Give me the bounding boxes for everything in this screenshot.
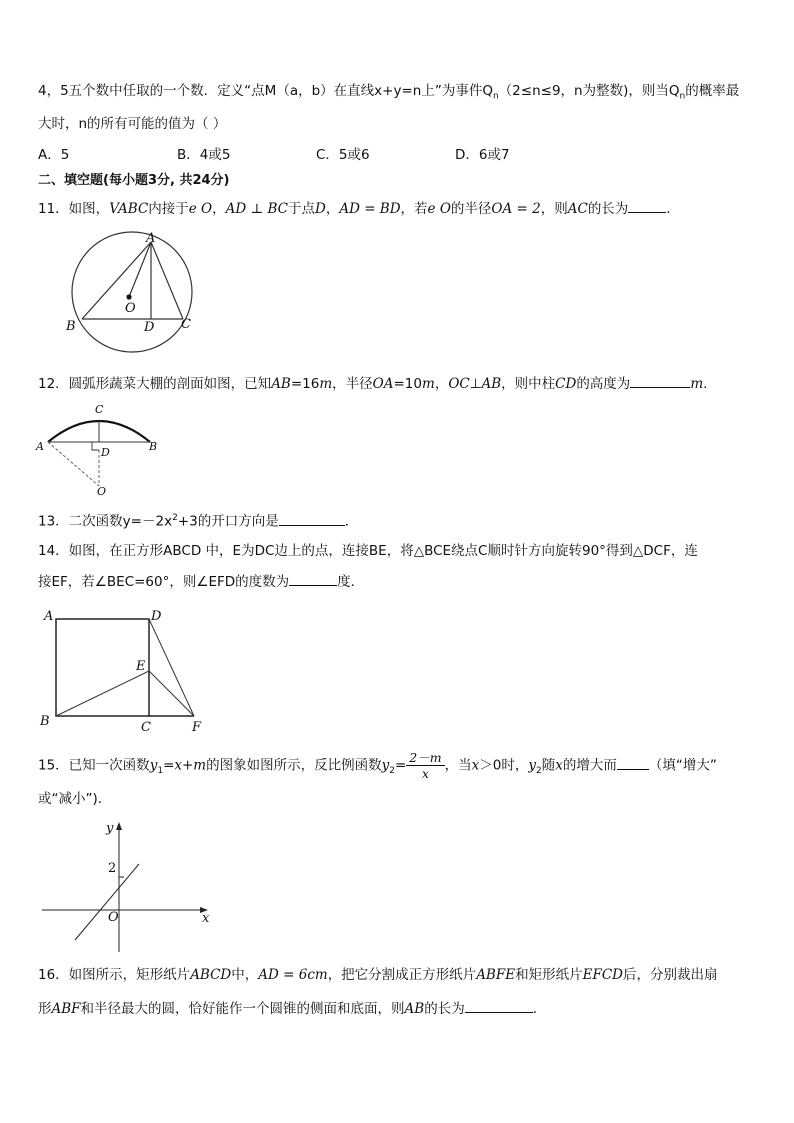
q16-ad: AD = 6cm: [258, 967, 328, 983]
q15-g: 随: [541, 757, 556, 774]
q11-cond3: OA = 2: [491, 201, 541, 217]
q11-g: 的半径: [450, 201, 492, 217]
q11-j: ．: [666, 201, 680, 217]
q11-label-o: O: [125, 301, 136, 316]
q12-c: ，: [434, 376, 449, 392]
q16-g: 和半径最大的圆，恰好能作一个圆锥的侧面和底面，则: [80, 1001, 405, 1017]
q12-seg-ao: [48, 442, 99, 486]
q15-expr: x+m: [174, 757, 207, 774]
q15-y1: y: [149, 757, 158, 774]
q11-f: ，若: [400, 201, 428, 217]
q15-frac-num: 2－m: [406, 750, 444, 766]
q15-answer-blank[interactable]: [617, 755, 649, 770]
q11-label-a: A: [146, 231, 156, 246]
q16-i: .: [532, 1001, 538, 1017]
q10-option-d[interactable]: D．6或7: [455, 147, 510, 163]
q13-b: +3的开口方向是: [177, 513, 279, 530]
q12-perp: ⊥: [469, 376, 482, 392]
q16-f: 形: [38, 1001, 52, 1017]
q14-label-c: C: [141, 720, 151, 735]
q10-text-b: （2≤n≤9，n为整数)，则当Q: [498, 83, 680, 99]
q15-y2-sub: 2: [389, 766, 395, 777]
q14-label-e: E: [136, 659, 146, 674]
q12-right-angle: [92, 442, 99, 450]
q15-e: ，当: [444, 757, 472, 774]
q15-fraction: [406, 750, 444, 781]
q10-option-a[interactable]: A．5: [38, 147, 70, 163]
q11-circle2: e O: [427, 201, 451, 217]
q10-text-c: 的概率最: [685, 83, 740, 99]
q16-d: 和矩形纸片: [515, 967, 583, 983]
q12-oa-val: =10: [393, 376, 422, 392]
q16-efcd: EFCD: [582, 967, 623, 983]
q12-label-b: B: [149, 440, 158, 453]
q11-d: 于点: [288, 201, 315, 217]
q14-figure: [36, 604, 212, 736]
q11-i: 的长为: [587, 201, 629, 217]
q11-cond2: AD = BD: [339, 201, 401, 217]
q15-y2b-sub: 2: [535, 766, 542, 777]
q10-text-a: 4，5五个数中任取的一个数．定义“点M（a，b）在直线x+y=n上”为事件Q: [38, 83, 493, 99]
q14-line1: 14．如图，在正方形ABCD 中，E为DC边上的点，连接BE，将△BCE绕点C顺时针方向旋转90°得到△DCF，连: [38, 543, 698, 559]
section-heading: 二、填空题(每小题3分, 共24分): [38, 173, 230, 188]
q13-answer-blank[interactable]: [279, 511, 345, 526]
q15-graph-line: [75, 864, 139, 940]
q15-h: 的增大而: [562, 757, 617, 774]
q11-answer-blank[interactable]: [628, 198, 666, 213]
q14-seg-df: [149, 619, 194, 716]
q15-y2: y: [381, 757, 390, 774]
q15-f: ＞0时，: [479, 757, 529, 774]
q11-label-c: C: [181, 317, 191, 332]
q14-seg-ef: [149, 671, 194, 716]
q10-line2: 大时，n的所有可能的值为（ ）: [38, 116, 227, 132]
q14-seg-be: [56, 671, 149, 716]
q12-a: 12．圆弧形蔬菜大棚的剖面如图，已知: [38, 376, 272, 392]
q15-label-x: x: [202, 911, 210, 926]
q12-m2: m: [422, 376, 435, 392]
q10-line1: [38, 82, 739, 106]
q14-line2: [38, 571, 355, 591]
q15-c: 的图象如图所示，反比例函数: [206, 757, 382, 774]
q12-answer-blank[interactable]: [630, 373, 690, 388]
q11-triangle: VABC: [109, 201, 149, 217]
q12-d: ，则中柱: [501, 376, 556, 392]
q15-y-arrow: [116, 822, 122, 830]
q11-h: ，则: [540, 201, 568, 217]
q15-i: （填“增大”: [648, 757, 717, 774]
q12-f: .: [703, 376, 708, 392]
q15-y2b: y: [528, 757, 536, 774]
q15-eq2: =: [394, 757, 407, 774]
q10-sub: n: [492, 91, 499, 102]
q16-a: 16．如图所示，矩形纸片: [38, 967, 191, 983]
q11-circle: e O: [188, 201, 213, 217]
q15-eq1: =: [163, 757, 175, 774]
q10-option-c[interactable]: C．5或6: [316, 147, 370, 163]
q11-center-dot: [126, 294, 131, 299]
q13-sup: 2: [172, 513, 178, 523]
q15-a: 15．已知一次函数: [38, 757, 150, 774]
q16-c: ，把它分割成正方形纸片: [327, 967, 477, 983]
q11-seg-ab: [82, 242, 151, 319]
q13-c: ．: [344, 513, 359, 530]
q12-label-d: D: [101, 446, 110, 459]
q15-line1: [38, 750, 717, 786]
q16-line1: [38, 966, 717, 984]
q14-a: 接EF，若∠BEC=60°，则∠EFD的度数为: [38, 574, 290, 590]
q10-option-b[interactable]: B．4或5: [177, 147, 231, 163]
q15-figure: [38, 818, 218, 954]
q11-text: [38, 198, 680, 218]
q12-e: 的高度为: [576, 376, 631, 392]
q14-label-f: F: [192, 720, 202, 735]
q15-x2: x: [555, 757, 563, 774]
q15-label-2: 2: [108, 861, 117, 876]
q11-circle-outline: [72, 232, 192, 352]
q13-a: 13．二次函数y=－2x: [38, 513, 173, 530]
q11-e: ，: [325, 201, 340, 217]
q12-label-a: A: [36, 440, 44, 453]
q14-label-a: A: [44, 609, 54, 624]
q11-c: ，: [212, 201, 226, 217]
q11-figure: [62, 228, 202, 358]
q15-line2: 或“减小”).: [38, 791, 103, 807]
q11-label-d: D: [144, 320, 155, 335]
q16-abfe: ABFE: [476, 967, 516, 983]
q16-e: 后，分别裁出扇: [622, 967, 718, 983]
q12-label-c: C: [95, 403, 104, 416]
q13-text: [38, 509, 358, 531]
q14-answer-blank[interactable]: [289, 571, 337, 586]
q12-ab: AB: [271, 376, 291, 392]
q16-ab: AB: [404, 1001, 425, 1017]
q12-oc: OC: [448, 376, 470, 392]
q12-ab-val: =16: [290, 376, 320, 392]
q16-h: 的长为: [424, 1001, 465, 1017]
q16-answer-blank[interactable]: [465, 998, 533, 1013]
q12-ab2: AB: [481, 376, 502, 392]
q14-label-d: D: [151, 609, 162, 624]
q15-y1-sub: 1: [157, 766, 164, 777]
q11-b: 内接于: [148, 201, 189, 217]
q11-label-b: B: [66, 319, 76, 334]
q11-ac: AC: [567, 201, 588, 217]
q15-label-y: y: [106, 821, 114, 836]
q12-oa: OA: [372, 376, 394, 392]
q12-cd: CD: [555, 376, 577, 392]
q11-seg-oa: [129, 242, 151, 297]
q12-label-o: O: [97, 485, 107, 498]
q14-b: 度.: [337, 574, 355, 590]
q12-m3: m: [690, 376, 704, 392]
q11-point: D: [315, 201, 326, 217]
q11-cond1: AD ⊥ BC: [225, 201, 288, 217]
q16-line2: [38, 998, 537, 1018]
q12-figure: [34, 400, 164, 498]
q11-a: 11．如图，: [38, 201, 110, 217]
q10-sub2: n: [679, 91, 686, 102]
q15-frac-den: x: [421, 766, 429, 781]
q15-x: x: [471, 757, 480, 774]
q16-b: 中，: [231, 967, 259, 983]
q10-options: [38, 146, 510, 164]
q16-abcd: ABCD: [190, 967, 232, 983]
q14-label-b: B: [40, 714, 50, 729]
q12-b: ，半径: [332, 376, 373, 392]
q15-label-o: O: [108, 910, 119, 925]
q12-m1: m: [319, 376, 333, 392]
q12-text: [38, 373, 707, 393]
q16-abf: ABF: [51, 1001, 81, 1017]
